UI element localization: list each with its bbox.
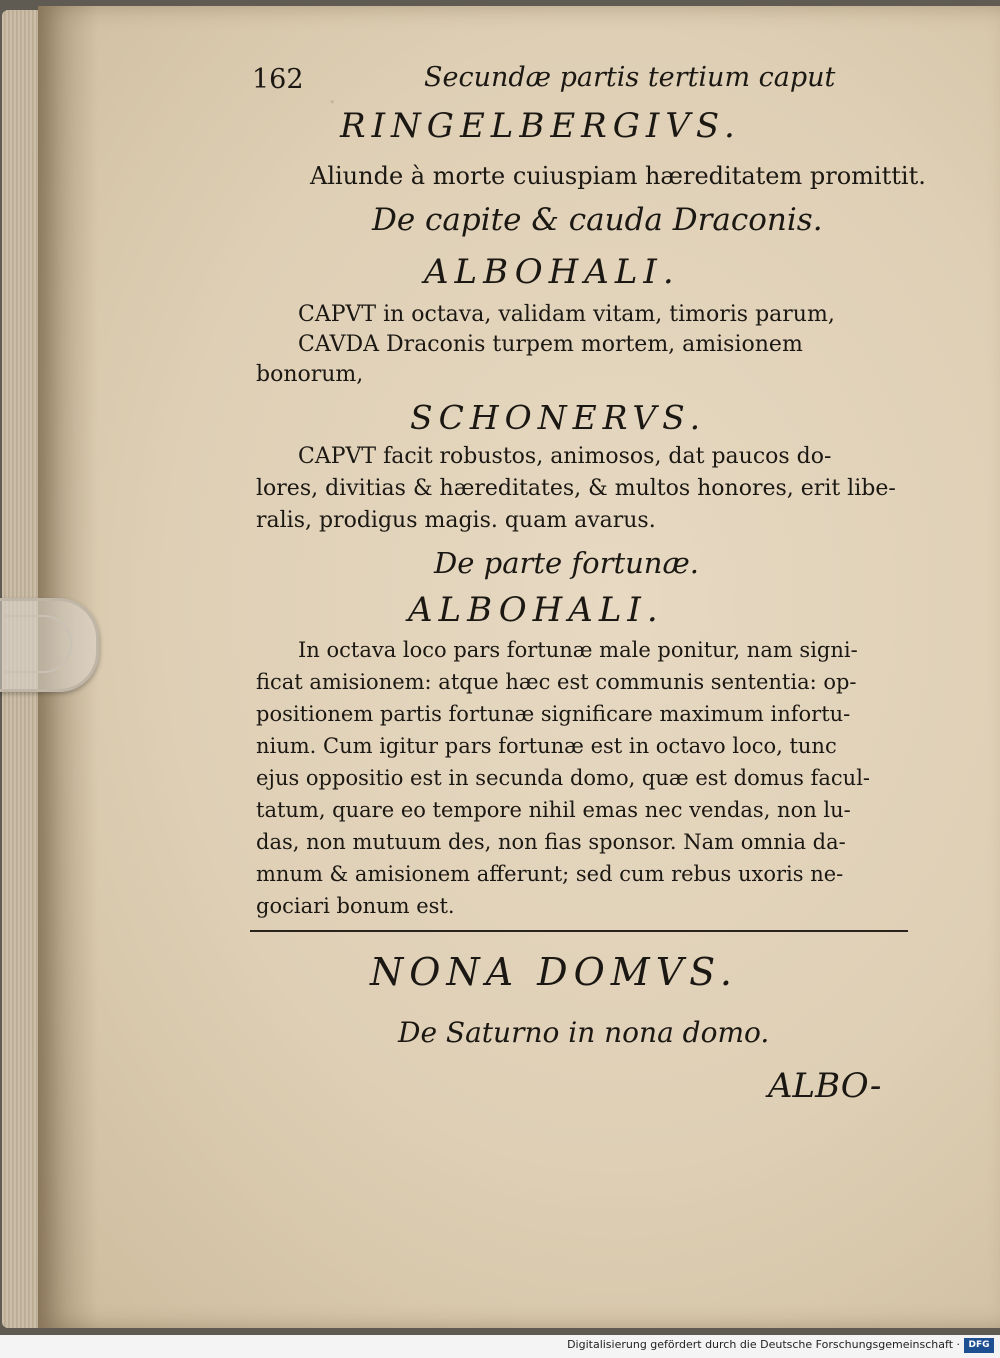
section-rule xyxy=(250,930,908,932)
albohali-2-line-7: das, non mutuum des, non fias sponsor. Nam omnia da- xyxy=(256,830,846,854)
heading-schonervs: SCHONERVS. xyxy=(410,398,707,437)
albohali-2-line-6: tatum, quare eo tempore nihil emas nec vendas, non lu- xyxy=(256,798,851,822)
footer-bar xyxy=(0,1335,1000,1358)
albohali-2-line-3: positionem partis fortunæ significare maximum infortu- xyxy=(256,702,851,726)
subheading-saturno: De Saturno in nona domo. xyxy=(398,1016,770,1049)
albohali-2-line-2: ficat amisionem: atque hæc est communis sententia: op- xyxy=(256,670,857,694)
albohali-1-line-3: bonorum, xyxy=(256,362,364,387)
catchword: ALBO- xyxy=(768,1066,882,1106)
schonervs-line-3: ralis, prodigus magis. quam avarus. xyxy=(256,508,656,533)
paper-clip xyxy=(0,598,99,692)
dfg-logo: DFG xyxy=(964,1338,994,1353)
subheading-fortuna: De parte fortunæ. xyxy=(434,546,699,580)
heading-albohali-1: ALBOHALI. xyxy=(424,252,680,292)
heading-nona-domus: NONA DOMVS. xyxy=(370,950,738,994)
bleed-through: · xyxy=(328,88,337,118)
footer-credit: Digitalisierung gefördert durch die Deutsche Forschungsgemeinschaft · xyxy=(567,1338,960,1351)
albohali-2-line-9: gociari bonum est. xyxy=(256,894,455,918)
ringelbergius-text: Aliunde à morte cuiuspiam hæreditatem promittit. xyxy=(310,162,926,190)
running-title: Secundæ partis tertium caput xyxy=(424,62,836,93)
albohali-1-line-2: CAVDA Draconis turpem mortem, amisionem xyxy=(298,332,803,357)
albohali-2-line-5: ejus oppositio est in secunda domo, quæ est domus facul- xyxy=(256,766,871,790)
schonervs-line-1: CAPVT facit robustos, animosos, dat paucos do- xyxy=(298,444,832,469)
subheading-draco: De capite & cauda Draconis. xyxy=(372,202,823,238)
albohali-2-line-1: In octava loco pars fortunæ male ponitur, nam signi- xyxy=(298,638,858,662)
schonervs-line-2: lores, divitias & hæreditates, & multos honores, erit libe- xyxy=(256,476,896,501)
heading-albohali-2: ALBOHALI. xyxy=(408,590,664,630)
albohali-2-line-4: nium. Cum igitur pars fortunæ est in octavo loco, tunc xyxy=(256,734,837,758)
albohali-1-line-1: CAPVT in octava, validam vitam, timoris parum, xyxy=(298,302,835,327)
page-number: 162 xyxy=(252,64,304,95)
albohali-2-line-8: mnum & amisionem afferunt; sed cum rebus uxoris ne- xyxy=(256,862,844,886)
heading-ringelbergius: RINGELBERGIVS. xyxy=(340,106,741,146)
